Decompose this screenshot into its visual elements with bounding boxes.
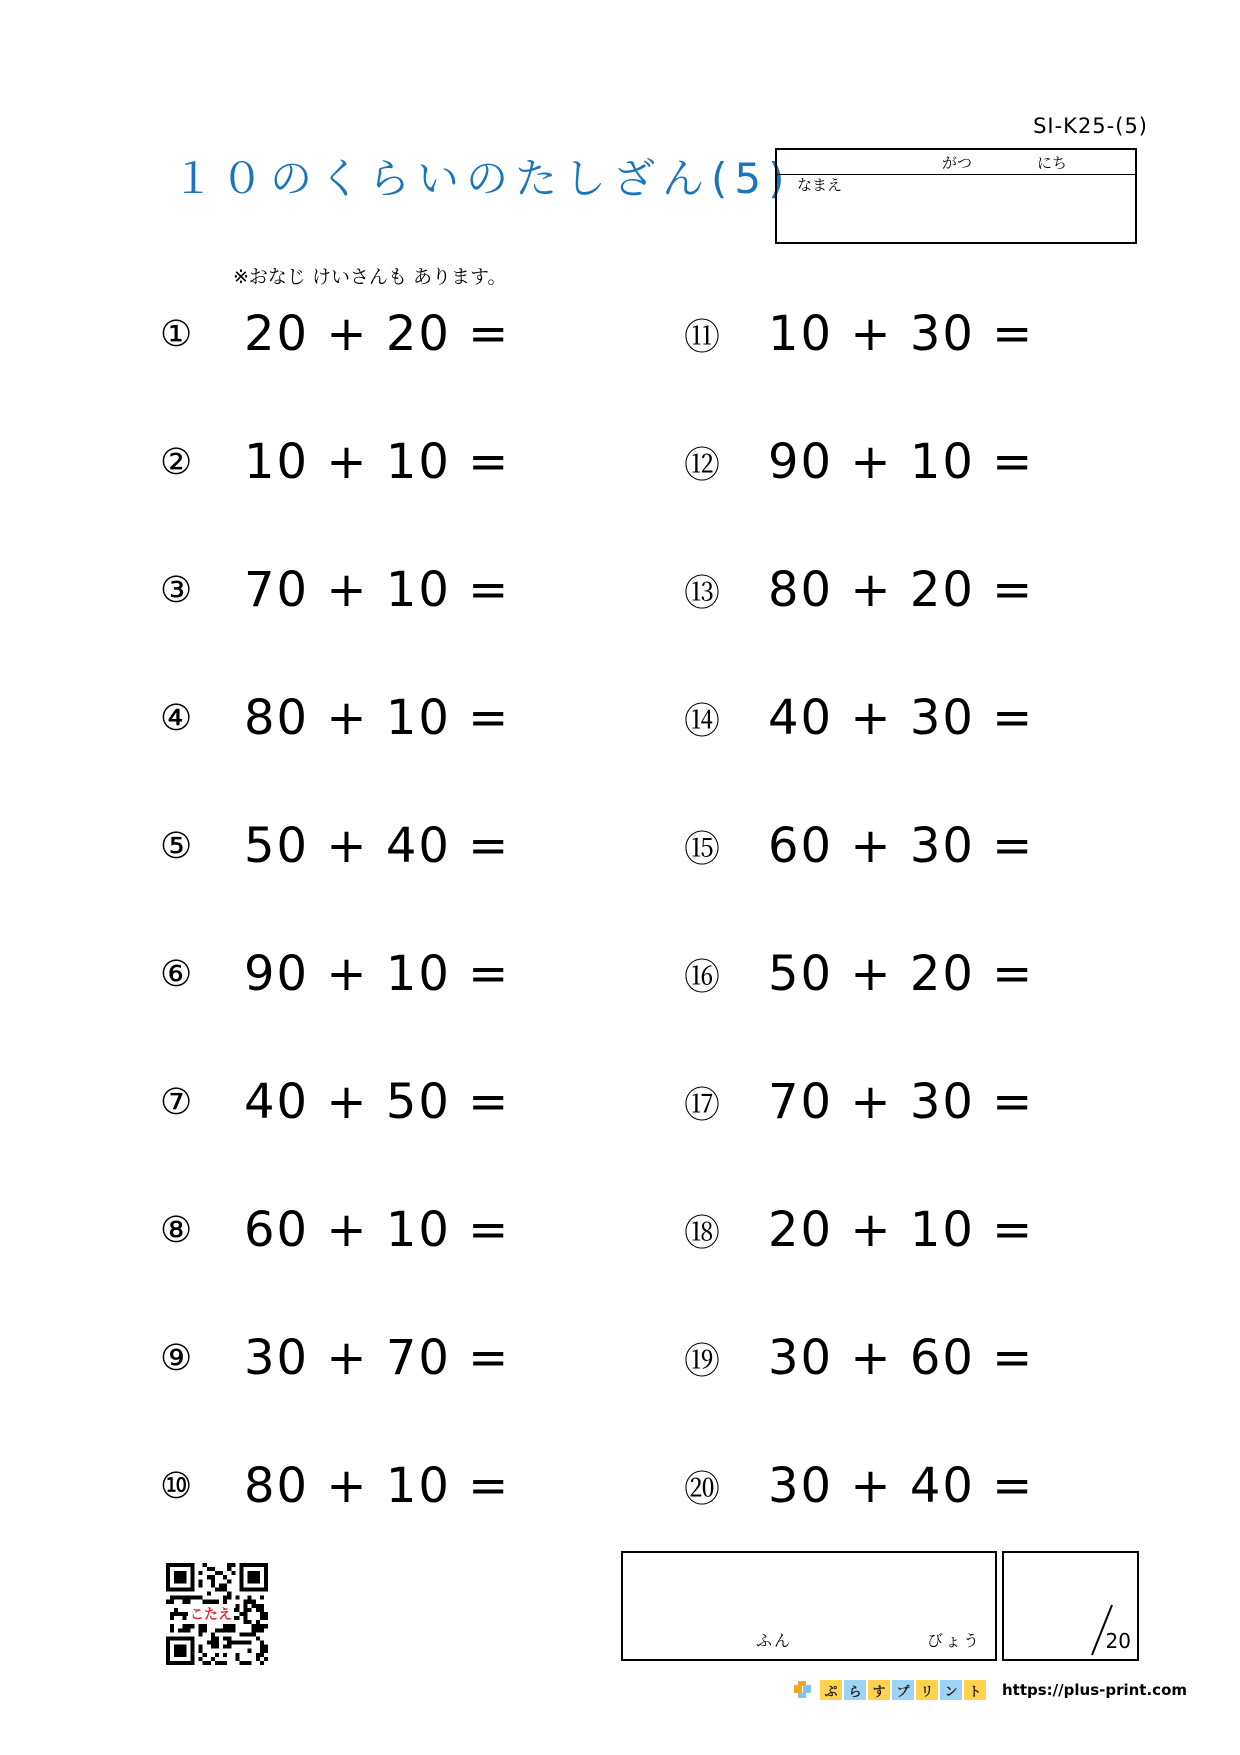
problem-item <box>160 430 510 494</box>
note-text: ※おなじ けいさんも あります。 <box>233 266 507 288</box>
problem-item <box>160 814 510 878</box>
problem-number: ⑭ <box>684 700 721 742</box>
problem-expression: 50 + 40 = <box>244 818 511 874</box>
problem-expression: 60 + 30 = <box>768 818 1035 874</box>
problem-expression: 30 + 40 = <box>768 1458 1035 1514</box>
problem-item <box>684 1326 1034 1390</box>
time-box <box>621 1551 997 1661</box>
name-label: なまえ <box>797 176 843 194</box>
problem-expression: 70 + 30 = <box>768 1074 1035 1130</box>
problem-item <box>684 1198 1034 1262</box>
problem-item <box>684 1454 1034 1518</box>
problem-item <box>160 1070 510 1134</box>
problem-expression: 90 + 10 = <box>244 946 511 1002</box>
problem-item <box>684 814 1034 878</box>
problem-number: ⑧ <box>160 1209 193 1251</box>
problem-expression: 20 + 10 = <box>768 1202 1035 1258</box>
problem-expression: 40 + 50 = <box>244 1074 511 1130</box>
problem-number: ⑱ <box>684 1212 721 1254</box>
brand-char: ン <box>940 1680 962 1700</box>
brand-logo <box>820 1680 988 1700</box>
problem-expression: 20 + 20 = <box>244 306 511 362</box>
score-total: 20 <box>1105 1629 1131 1653</box>
problem-expression: 80 + 10 = <box>244 1458 511 1514</box>
problem-number: ⑤ <box>160 825 193 867</box>
problem-number: ⑫ <box>684 444 721 486</box>
problem-number: ④ <box>160 697 193 739</box>
minutes-label: ふん <box>756 1631 793 1650</box>
problem-item <box>160 1326 510 1390</box>
brand-char: プ <box>892 1680 914 1700</box>
problem-number: ⑯ <box>684 956 721 998</box>
problem-expression: 10 + 10 = <box>244 434 511 490</box>
site-url[interactable]: https://plus-print.com <box>1002 1681 1188 1699</box>
month-label: がつ <box>942 154 973 172</box>
problem-number: ⑲ <box>684 1340 721 1382</box>
problem-number: ⑨ <box>160 1337 193 1379</box>
brand-footer <box>792 1680 1187 1700</box>
problem-expression: 70 + 10 = <box>244 562 511 618</box>
problem-item <box>684 942 1034 1006</box>
problem-number: ⑥ <box>160 953 193 995</box>
problem-expression: 80 + 10 = <box>244 690 511 746</box>
problem-number: ① <box>160 313 193 355</box>
day-label: にち <box>1037 154 1068 172</box>
problem-item <box>684 558 1034 622</box>
problem-number: ⑦ <box>160 1081 193 1123</box>
problem-code: SI-K25-(5) <box>1033 114 1148 138</box>
problem-expression: 90 + 10 = <box>768 434 1035 490</box>
problem-number: ② <box>160 441 193 483</box>
problem-number: ⑩ <box>160 1465 193 1507</box>
brand-char: ぷ <box>820 1680 842 1700</box>
problem-item <box>160 942 510 1006</box>
problem-number: ③ <box>160 569 193 611</box>
problem-expression: 30 + 70 = <box>244 1330 511 1386</box>
problem-item <box>684 302 1034 366</box>
problem-item <box>684 1070 1034 1134</box>
problem-expression: 60 + 10 = <box>244 1202 511 1258</box>
problem-number: ⑬ <box>684 572 721 614</box>
problem-item <box>160 686 510 750</box>
problem-item <box>684 686 1034 750</box>
problem-item <box>160 558 510 622</box>
puzzle-icon <box>792 1680 814 1700</box>
problem-expression: 50 + 20 = <box>768 946 1035 1002</box>
problem-expression: 40 + 30 = <box>768 690 1035 746</box>
problem-number: ⑪ <box>684 316 721 358</box>
score-box <box>1002 1551 1139 1661</box>
problem-item <box>160 1454 510 1518</box>
worksheet-title: １０のくらいのたしざん(5) <box>172 154 792 203</box>
brand-char: ト <box>964 1680 986 1700</box>
brand-char: す <box>868 1680 890 1700</box>
brand-char: ら <box>844 1680 866 1700</box>
problem-expression: 80 + 20 = <box>768 562 1035 618</box>
brand-char: リ <box>916 1680 938 1700</box>
answer-qr-label: こたえ <box>188 1604 234 1624</box>
problem-item <box>684 430 1034 494</box>
problem-item <box>160 1198 510 1262</box>
name-date-box <box>775 148 1137 244</box>
problem-number: ⑮ <box>684 828 721 870</box>
seconds-label: びょう <box>926 1631 981 1650</box>
problem-number: ⑰ <box>684 1084 721 1126</box>
problem-expression: 10 + 30 = <box>768 306 1035 362</box>
problem-expression: 30 + 60 = <box>768 1330 1035 1386</box>
problem-item <box>160 302 510 366</box>
problem-number: ⑳ <box>684 1468 721 1510</box>
